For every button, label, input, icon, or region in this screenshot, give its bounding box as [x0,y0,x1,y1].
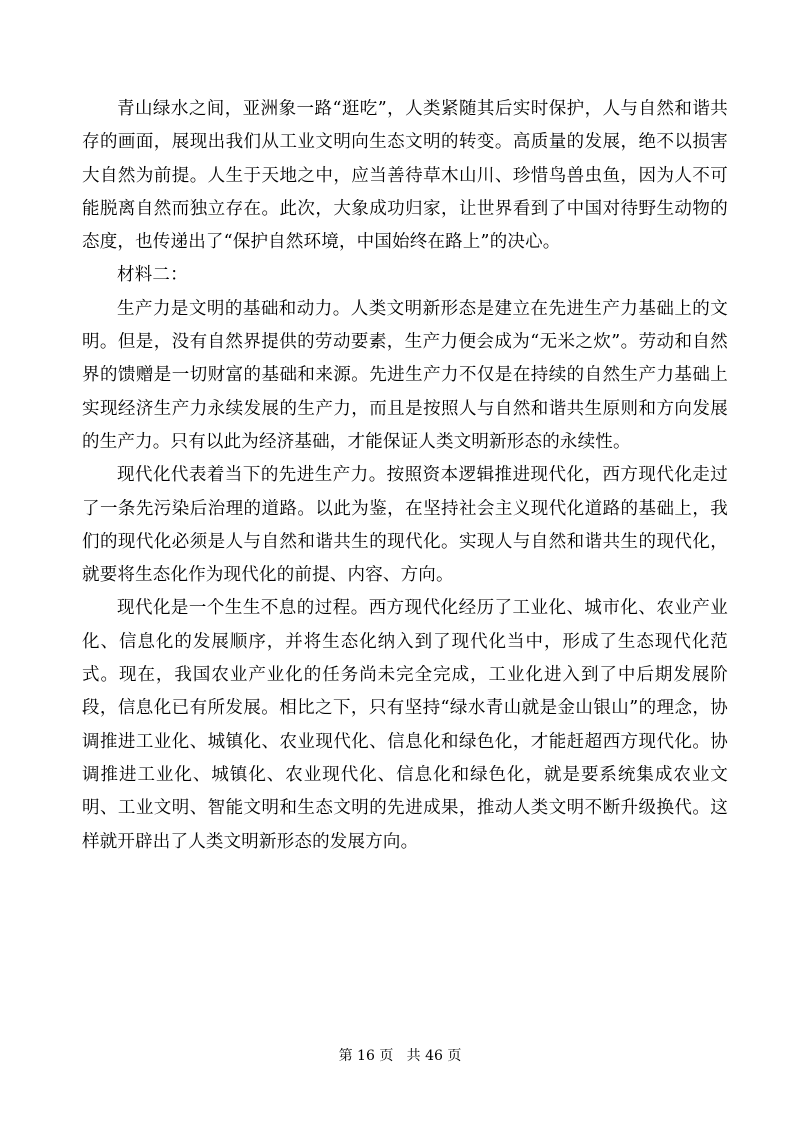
page-footer [0,1045,800,1065]
paragraph-ecology-elephants: 青山绿水之间，亚洲象一路“逛吃”，人类紧随其后实时保护，人与自然和谐共存的画面，展现出我们从工业文明向生态文明的转变。高质量的发展，绝不以损害大自然为前提。人生于天地之中，应当善待草木山川、珍惜鸟兽虫鱼，因为人不可能脱离自然而独立存在。此次，大象成功归家，让世界看到了中国对待野生动物的态度，也传递出了“保护自然环境，中国始终在路上”的决心。 [82,99,728,253]
paragraph-material-two-heading: 材料二： [117,265,188,286]
paragraph-modernization-process: 现代化是一个生生不息的过程。西方现代化经历了工业化、城市化、农业产业化、信息化的发展顺序，并将生态化纳入到了现代化当中，形成了生态现代化范式。现在，我国农业产业化的任务尚未完全完成，工业化进入到了中后期发展阶段，信息化已有所发展。相比之下，只有坚持“绿水青山就是金山银山”的理念，协调推进工业化、城镇化、农业现代化、信息化和绿色化，才能赶超西方现代化。协调推进工业化、城镇化、农业现代化、信息化和绿色化，就是要系统集成农业文明、工业文明、智能文明和生态文明的先进成果，推动人类文明不断升级换代。这样就开辟出了人类文明新形态的发展方向。 [82,598,728,852]
document-body [82,93,728,859]
paragraph-productivity: 生产力是文明的基础和动力。人类文明新形态是建立在先进生产力基础上的文明。但是，没有自然界提供的劳动要素，生产力便会成为“无米之炊”。劳动和自然界的馈赠是一切财富的基础和来源。先进生产力不仅是在持续的自然生产力基础上实现经济生产力永续发展的生产力，而且是按照人与自然和谐共生原则和方向发展的生产力。只有以此为经济基础，才能保证人类文明新形态的永续性。 [82,298,728,452]
paragraph-modernization: 现代化代表着当下的先进生产力。按照资本逻辑推进现代化，西方现代化走过了一条先污染后治理的道路。以此为鉴，在坚持社会主义现代化道路的基础上，我们的现代化必须是人与自然和谐共生的现代化。实现人与自然和谐共生的现代化，就要将生态化作为现代化的前提、内容、方向。 [82,465,728,586]
page-number-label: 第 16 页 共 46 页 [338,1048,462,1064]
